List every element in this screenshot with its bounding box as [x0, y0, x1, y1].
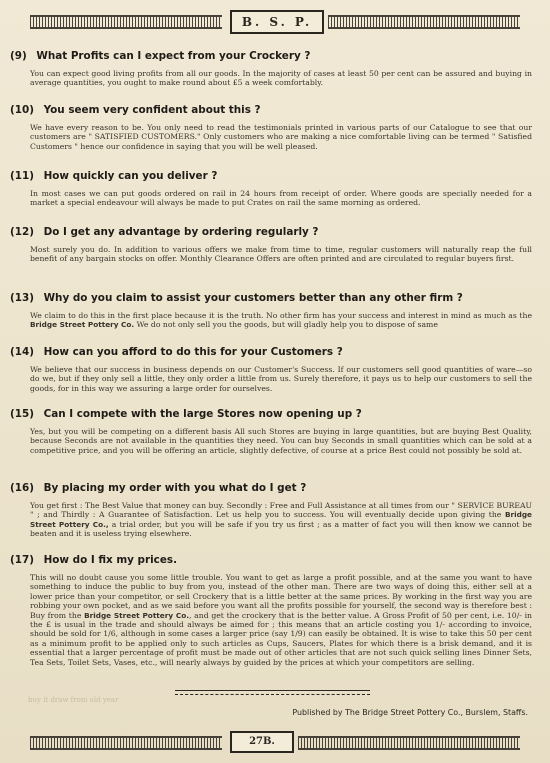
brand-name: Bridge Street Pottery Co., [30, 510, 532, 529]
faq-question-text: Can I compete with the large Stores now opening up ? [43, 408, 362, 420]
faq-question [10, 292, 532, 305]
faq-answer: In most cases we can put goods ordered on rail in 24 hours from receipt of order. Where goods are specially needed for a market a special endeavour will always be made to put Crates on rail the same morning as ordered. [30, 189, 532, 208]
faq-question-text: Do I get any advantage by ordering regularly ? [43, 226, 319, 238]
faq-answer: You can expect good living profits from all our goods. In the majority of cases at least 50 per cent can be assured and buying in average quantities, you ought to make round about £5 a week comfortably. [30, 69, 532, 88]
faq-answer [10, 501, 532, 539]
faq-number: (13) [10, 292, 34, 304]
faq-answer-text: a trial order, but you will be safe if you try us first ; as a matter of fact you will then know we cannot be beaten and it is useless trying elsewhere. [30, 519, 532, 539]
faq-question-text: What Profits can I expect from your Crockery ? [36, 50, 311, 62]
faq-number: (10) [10, 104, 34, 116]
faq-question-text: By placing my order with you what do I get ? [43, 482, 307, 494]
brand-name: Bridge Street Pottery Co. [84, 610, 190, 620]
faq-answer-text: You get first : The Best Value that money can buy. Secondly : Free and Full Assistance at all times from our " SERVICE BUREAU " ; and Thirdly : A Guarantee of Satisfaction. Let us help you to success. You will eventually decide upon giving the [30, 501, 532, 520]
faq-question-text: How quickly can you deliver ? [43, 170, 218, 182]
faq-answer: We believe that our success in business depends on our Customer's Success. If our customers sell good quantities of ware—so do we, but if they only sell a little, they only order a little from us. Surely therefore, it pays us to help our customers to sell the goods, for in this way we assuring a large order for ourselves. [30, 365, 532, 393]
brand-name: Bridge Street Pottery Co. [30, 320, 135, 330]
faq-item-13 [10, 292, 532, 330]
footer-rule-right [298, 736, 520, 750]
ornamental-divider [175, 690, 370, 696]
page-footer [30, 731, 520, 753]
faq-number: (15) [10, 408, 34, 420]
faq-answer [10, 311, 532, 330]
faq-answer [10, 573, 532, 667]
faq-question [10, 408, 532, 421]
faq-number: (17) [10, 554, 34, 566]
faq-question-text: Why do you claim to assist your customers better than any other firm ? [43, 292, 463, 304]
faq-item-17 [10, 554, 532, 667]
faq-item-12 [10, 226, 532, 264]
faq-question [10, 482, 532, 495]
faq-answer: Most surely you do. In addition to various offers we make from time to time, regular customers will naturally reap the full benefit of any bargain stocks on offer. Monthly Clearance Offers are often printed and are circulated to regular buyers first. [30, 245, 532, 264]
header-title: B. S. P. [230, 10, 324, 34]
faq-question [10, 50, 532, 63]
faq-number: (11) [10, 170, 34, 182]
faq-number: (14) [10, 346, 34, 358]
faq-question-text: How can you afford to do this for your Customers ? [43, 346, 343, 358]
faq-answer-text: This will no doubt cause you some little trouble. You want to get as large a profit possible, and at the same you want to have something to induce the public to buy from you, instead of the other man. There are two ways of doing this, either sell at a lower price than your competitor, or sell Crockery that is a little better at the same prices. By working in the first way you are robbing your own pocket, and as we said before you want all the profits possible for yourself, the second way is therefore best : Buy from the [30, 573, 532, 620]
bleed-through-text: buy it draw from old year [28, 696, 119, 704]
faq-item-9 [10, 50, 532, 88]
footer-rule-left [30, 736, 222, 750]
page-header [30, 10, 520, 32]
faq-question-text: How do I fix my prices. [43, 554, 178, 566]
faq-question [10, 170, 532, 183]
faq-answer: We have every reason to be. You only need to read the testimonials printed in various parts of our Catalogue to see that our customers are " SATISFIED CUSTOMERS." Only customers who are making a nice comfortable living can be termed " Satisfied Customers " hence our confidence in saying that you will be well pleased. [30, 123, 532, 151]
faq-answer-text: , and get the crockery that is the better value. A Gross Profit of 50 per cent, i.e. 10/- in the £ is usual in the trade and should always be aimed for ; this means that an article costing you 1/- according to invoice, should be sold for 1/6, although in some cases a larger price (say 1/9) can easily be obtained. It is wise to take this 50 per cent as a minimum profit to be applied only to such articles as Cups, Saucers, Plates for which there is a brisk demand, and it is essential that a larger percentage of profit must be made out of other articles that are not such quick selling lines Dinner Sets, Tea Sets, Toilet Sets, Vases, etc., will nearly always by guided by the prices at which your competitors are selling. [30, 610, 532, 667]
faq-item-11 [10, 170, 532, 208]
faq-question-text: You seem very confident about this ? [43, 104, 261, 116]
faq-item-10 [10, 104, 532, 151]
faq-answer: Yes, but you will be competing on a different basis All such Stores are buying in large quantities, but are buying Best Quality, because Seconds are not available in the quantities they need. You can buy Seconds in small quantities which can be sold at a competitive price, and you will be offering an article, slightly defective, of course at a price Best could not possibly be sold at. [30, 427, 532, 455]
header-rule-left [30, 15, 222, 29]
faq-item-15 [10, 408, 532, 455]
faq-answer-text: We do not only sell you the goods, but will gladly help you to dispose of same [134, 320, 438, 330]
faq-question [10, 554, 532, 567]
faq-number: (9) [10, 50, 27, 62]
header-rule-right [328, 15, 520, 29]
publisher-line: Published by The Bridge Street Pottery Co., Burslem, Staffs. [292, 708, 528, 717]
faq-question [10, 104, 532, 117]
faq-number: (16) [10, 482, 34, 494]
faq-number: (12) [10, 226, 34, 238]
faq-item-16 [10, 482, 532, 539]
faq-question [10, 226, 532, 239]
faq-question [10, 346, 532, 359]
faq-answer-text: We claim to do this in the first place because it is the truth. No other firm has your success and interest in mind as much as the [30, 311, 532, 320]
page-number: 27B. [230, 731, 294, 753]
faq-item-14 [10, 346, 532, 393]
